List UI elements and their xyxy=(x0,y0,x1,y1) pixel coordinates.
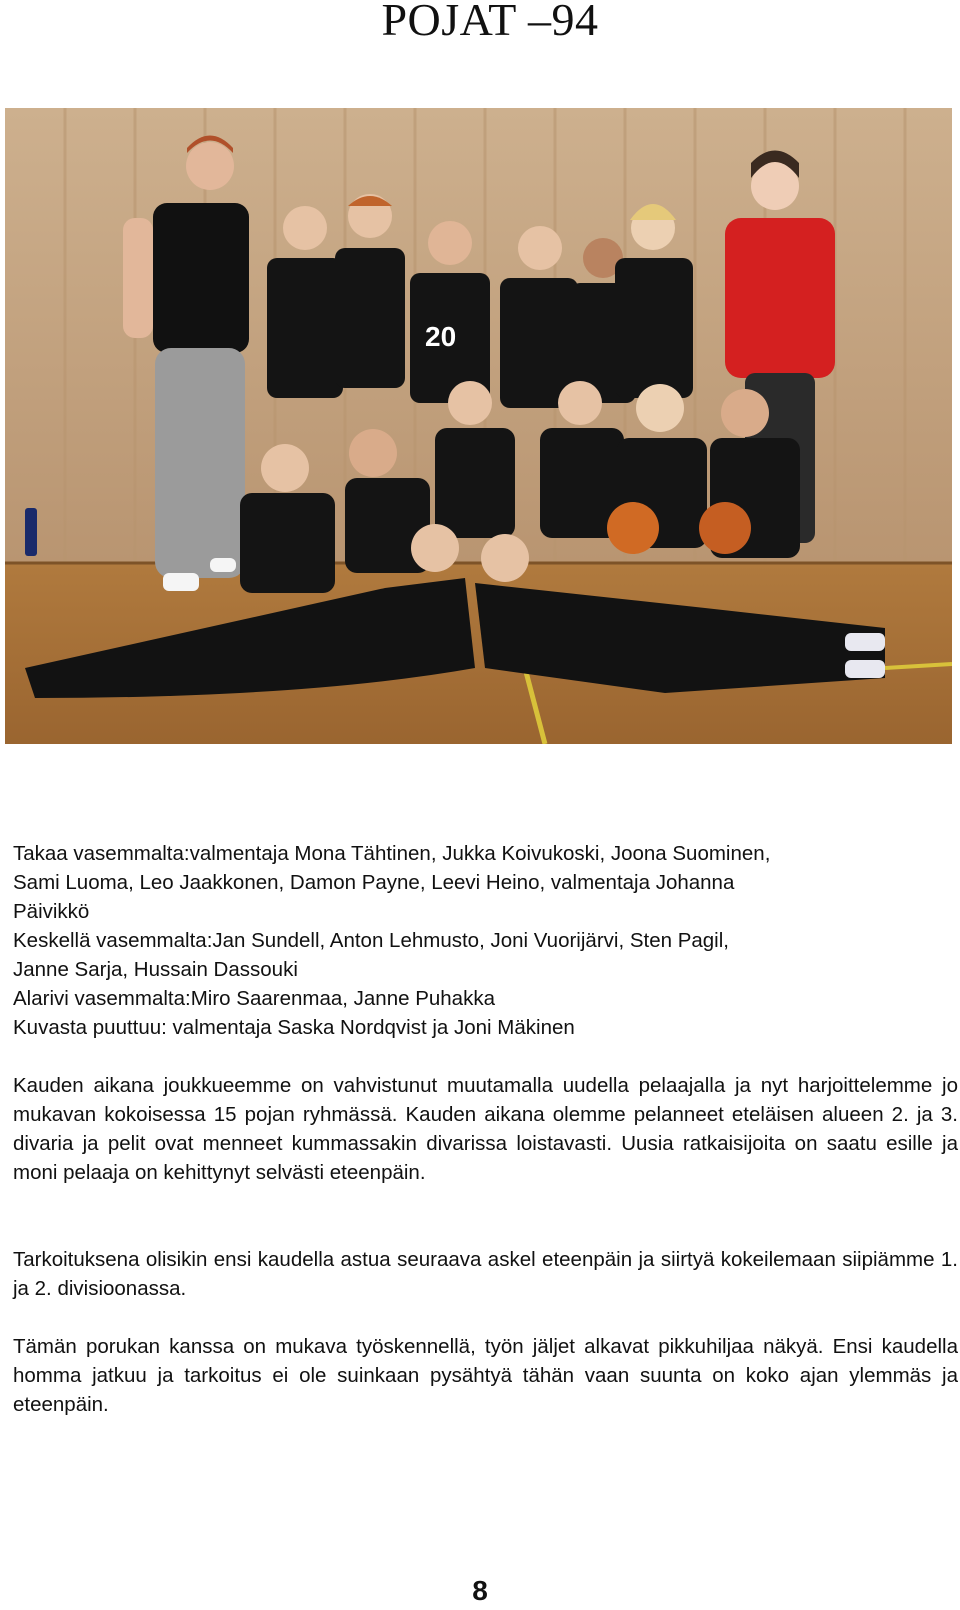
page-number: 8 xyxy=(472,1575,488,1606)
body-paragraph-3: Tämän porukan kanssa on mukava työskennellä, työn jäljet alkavat pikkuhiljaa näkyä. Ensi kaudella homma jatkuu ja tarkoitus ei ole suinkaan pysähtyä tähän vaan suunta on koko ajan ylemmäs ja eteenpäin. xyxy=(13,1335,958,1416)
team-photo-image xyxy=(5,108,952,744)
svg-text:20: 20 xyxy=(425,321,457,352)
photo-caption xyxy=(13,839,948,1042)
caption-line: Takaa vasemmalta:valmentaja Mona Tähtinen, Jukka Koivukoski, Joona Suominen, xyxy=(13,842,771,865)
team-photo xyxy=(5,108,952,744)
body-paragraph-1: Kauden aikana joukkueemme on vahvistunut muutamalla uudella pelaajalla ja nyt harjoittelemme jo mukavan kokoisessa 15 pojan ryhmässä. Kauden aikana olemme pelanneet eteläisen alueen 2. ja 3. divaria ja pelit ovat menneet kummassakin divarissa loistavasti. Uusia ratkaisijoita on saatu esille ja moni pelaaja on kehittynyt selvästi eteenpäin. xyxy=(13,1074,958,1184)
caption-line: Alarivi vasemmalta:Miro Saarenmaa, Janne Puhakka xyxy=(13,987,495,1010)
caption-line: Päivikkö xyxy=(13,900,90,923)
page-title: POJAT –94 xyxy=(381,0,599,45)
caption-line: Keskellä vasemmalta:Jan Sundell, Anton Lehmusto, Joni Vuorijärvi, Sten Pagil, xyxy=(13,929,729,952)
caption-line: Janne Sarja, Hussain Dassouki xyxy=(13,958,298,981)
body-paragraph-2: Tarkoituksena olisikin ensi kaudella astua seuraava askel eteenpäin ja siirtyä kokeilemaan siipiämme 1. ja 2. divisioonassa. xyxy=(13,1248,958,1300)
caption-line: Sami Luoma, Leo Jaakkonen, Damon Payne, Leevi Heino, valmentaja Johanna xyxy=(13,871,735,894)
caption-line: Kuvasta puuttuu: valmentaja Saska Nordqvist ja Joni Mäkinen xyxy=(13,1016,575,1039)
